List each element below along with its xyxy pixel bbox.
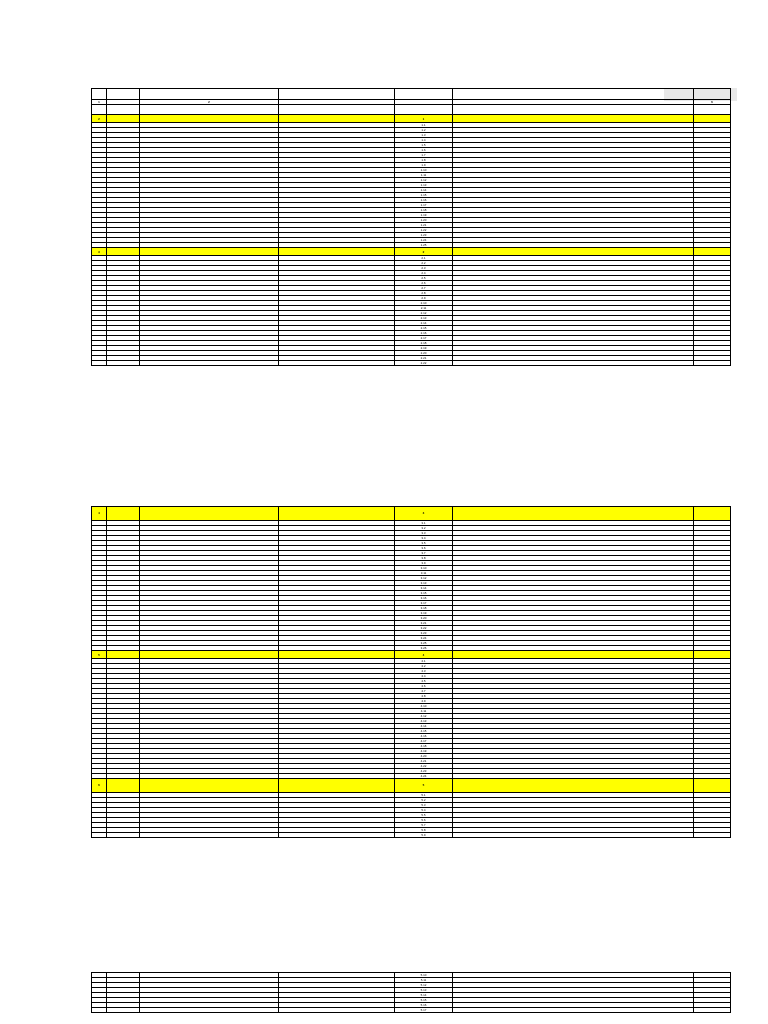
section-satuan xyxy=(694,651,731,659)
row-kode: 3.5 xyxy=(395,541,453,546)
section-standar xyxy=(140,115,279,123)
row-kode: 4.24 xyxy=(395,774,453,779)
section-komponen xyxy=(279,507,395,521)
row-kode: 4.13 xyxy=(395,719,453,724)
row-kode: 2.8 xyxy=(395,291,453,296)
row-kode: 4.17 xyxy=(395,739,453,744)
row-kode: 2.10 xyxy=(395,301,453,306)
row-kode: 5.6 xyxy=(395,818,453,823)
row-sub-kegiatan xyxy=(453,833,694,838)
row-kode: 3.6 xyxy=(395,546,453,551)
section-sub-kegiatan xyxy=(453,248,694,256)
row-kode: 3.15 xyxy=(395,591,453,596)
row-kode: 2.6 xyxy=(395,281,453,286)
row-kode: 3.24 xyxy=(395,636,453,641)
row-kode: 5.15 xyxy=(395,998,453,1003)
header-sumber-dana xyxy=(107,89,140,100)
row-kode: 3.20 xyxy=(395,616,453,621)
row-kode: 5.4 xyxy=(395,808,453,813)
row-kode: 4.7 xyxy=(395,689,453,694)
row-komponen xyxy=(279,361,395,366)
section-komponen xyxy=(279,115,395,123)
row-kode: 4.9 xyxy=(395,699,453,704)
row-kode: 1.1 xyxy=(395,123,453,128)
row-standar xyxy=(140,361,279,366)
row-kode: 1.25 xyxy=(395,243,453,248)
row-kode: 5.7 xyxy=(395,823,453,828)
row-satuan xyxy=(694,1008,731,1013)
row-kode: 3.13 xyxy=(395,581,453,586)
row-kode: 4.3 xyxy=(395,669,453,674)
row-kode: 1.8 xyxy=(395,158,453,163)
column-number: 6 xyxy=(694,100,731,105)
table-row xyxy=(92,361,731,366)
row-kode: 1.3 xyxy=(395,133,453,138)
budget-source-cell xyxy=(140,105,279,115)
row-kode: 4.10 xyxy=(395,704,453,709)
row-kode: 4.14 xyxy=(395,724,453,729)
row-kode: 3.22 xyxy=(395,626,453,631)
budget-source-cell xyxy=(107,105,140,115)
section-kode: 4 xyxy=(395,651,453,659)
budget-source-row xyxy=(92,105,731,115)
row-kode: 3.25 xyxy=(395,641,453,646)
row-kode: 2.21 xyxy=(395,356,453,361)
section-no: 3 xyxy=(92,248,107,256)
section-no: 6 xyxy=(92,779,107,793)
row-sub-kegiatan xyxy=(453,361,694,366)
rkam-table-page2 xyxy=(91,506,731,838)
column-number: 2 xyxy=(140,100,279,105)
row-sub-kegiatan xyxy=(453,1008,694,1013)
row-kode: 2.15 xyxy=(395,326,453,331)
row-kode: 4.1 xyxy=(395,659,453,664)
row-kode: 1.17 xyxy=(395,203,453,208)
section-komponen xyxy=(279,779,395,793)
row-kode: 1.5 xyxy=(395,143,453,148)
section-satuan xyxy=(694,115,731,123)
row-kode: 2.2 xyxy=(395,261,453,266)
section-standar xyxy=(140,248,279,256)
section-standar xyxy=(140,779,279,793)
table-row xyxy=(92,833,731,838)
row-no xyxy=(92,833,107,838)
row-kode: 1.2 xyxy=(395,128,453,133)
row-kode: 5.17 xyxy=(395,1008,453,1013)
row-kode: 4.23 xyxy=(395,769,453,774)
rkam-table-page1 xyxy=(91,88,731,366)
row-kode: 4.19 xyxy=(395,749,453,754)
row-kode: 4.6 xyxy=(395,684,453,689)
row-kode: 2.5 xyxy=(395,276,453,281)
section-no: 5 xyxy=(92,651,107,659)
section-satuan xyxy=(694,779,731,793)
row-kode: 4.20 xyxy=(395,754,453,759)
section-sub-kegiatan xyxy=(453,779,694,793)
row-kode: 3.16 xyxy=(395,596,453,601)
row-kode: 1.10 xyxy=(395,168,453,173)
row-kode: 3.11 xyxy=(395,571,453,576)
row-kode: 2.3 xyxy=(395,266,453,271)
row-kode: 1.19 xyxy=(395,213,453,218)
row-komponen xyxy=(279,833,395,838)
row-kode: 4.11 xyxy=(395,709,453,714)
row-kode: 3.17 xyxy=(395,601,453,606)
rkam-table-page3 xyxy=(91,972,731,1013)
row-kode: 1.16 xyxy=(395,198,453,203)
row-standar xyxy=(140,833,279,838)
row-kode: 5.13 xyxy=(395,988,453,993)
row-sumber xyxy=(107,833,140,838)
row-kode: 3.3 xyxy=(395,531,453,536)
section-sub-kegiatan xyxy=(453,115,694,123)
section-sumber xyxy=(107,115,140,123)
row-kode: 4.16 xyxy=(395,734,453,739)
row-kode: 3.14 xyxy=(395,586,453,591)
section-header-row xyxy=(92,779,731,793)
budget-source-cell xyxy=(395,105,453,115)
row-sumber xyxy=(107,1008,140,1013)
row-kode: 5.12 xyxy=(395,983,453,988)
row-kode: 1.4 xyxy=(395,138,453,143)
row-satuan xyxy=(694,833,731,838)
section-header-row xyxy=(92,248,731,256)
row-kode: 3.7 xyxy=(395,551,453,556)
row-no xyxy=(92,1008,107,1013)
row-kode: 5.5 xyxy=(395,813,453,818)
row-kode: 1.24 xyxy=(395,238,453,243)
section-komponen xyxy=(279,651,395,659)
budget-source-cell xyxy=(694,105,731,115)
row-kode: 4.21 xyxy=(395,759,453,764)
row-kode: 3.9 xyxy=(395,561,453,566)
table-header-row xyxy=(92,89,731,100)
row-kode: 3.2 xyxy=(395,526,453,531)
row-kode: 5.10 xyxy=(395,973,453,978)
section-header-row xyxy=(92,651,731,659)
row-kode: 4.12 xyxy=(395,714,453,719)
row-kode: 1.11 xyxy=(395,173,453,178)
header-standar-nasional xyxy=(140,89,279,100)
section-sumber xyxy=(107,507,140,521)
row-kode: 2.22 xyxy=(395,361,453,366)
row-kode: 5.11 xyxy=(395,978,453,983)
row-kode: 1.12 xyxy=(395,178,453,183)
header-sub-kegiatan xyxy=(453,89,694,100)
header-satuan xyxy=(694,89,731,100)
row-kode: 2.12 xyxy=(395,311,453,316)
table-row xyxy=(92,1008,731,1013)
row-kode: 1.6 xyxy=(395,148,453,153)
row-kode: 2.4 xyxy=(395,271,453,276)
row-kode: 2.14 xyxy=(395,321,453,326)
column-number: 1 xyxy=(92,100,107,105)
section-sumber xyxy=(107,651,140,659)
row-kode: 3.10 xyxy=(395,566,453,571)
row-satuan xyxy=(694,361,731,366)
budget-source-cell xyxy=(92,105,107,115)
row-kode: 3.26 xyxy=(395,646,453,651)
section-no: 2 xyxy=(92,115,107,123)
row-kode: 1.14 xyxy=(395,188,453,193)
row-kode: 2.9 xyxy=(395,296,453,301)
section-standar xyxy=(140,651,279,659)
row-kode: 2.16 xyxy=(395,331,453,336)
row-kode: 1.9 xyxy=(395,163,453,168)
row-kode: 1.21 xyxy=(395,223,453,228)
section-sub-kegiatan xyxy=(453,651,694,659)
row-kode: 5.1 xyxy=(395,793,453,798)
section-komponen xyxy=(279,248,395,256)
section-kode: 3 xyxy=(395,507,453,521)
row-kode: 3.12 xyxy=(395,576,453,581)
row-kode: 5.9 xyxy=(395,833,453,838)
row-kode: 1.15 xyxy=(395,193,453,198)
header-no-kode xyxy=(395,89,453,100)
row-kode: 3.19 xyxy=(395,611,453,616)
section-header-row xyxy=(92,115,731,123)
row-kode: 1.22 xyxy=(395,228,453,233)
section-sumber xyxy=(107,248,140,256)
budget-source-cell xyxy=(453,105,694,115)
row-kode: 1.20 xyxy=(395,218,453,223)
row-kode: 1.23 xyxy=(395,233,453,238)
row-kode: 5.16 xyxy=(395,1003,453,1008)
section-satuan xyxy=(694,248,731,256)
row-kode: 4.5 xyxy=(395,679,453,684)
row-kode: 4.18 xyxy=(395,744,453,749)
row-komponen xyxy=(279,1008,395,1013)
row-kode: 2.11 xyxy=(395,306,453,311)
header-no-urut xyxy=(92,89,107,100)
row-kode: 3.18 xyxy=(395,606,453,611)
row-kode: 1.7 xyxy=(395,153,453,158)
row-kode: 3.1 xyxy=(395,521,453,526)
row-kode: 5.8 xyxy=(395,828,453,833)
row-kode: 5.3 xyxy=(395,803,453,808)
row-kode: 2.13 xyxy=(395,316,453,321)
row-kode: 2.19 xyxy=(395,346,453,351)
row-kode: 2.18 xyxy=(395,341,453,346)
section-sub-kegiatan xyxy=(453,507,694,521)
section-kode: 2 xyxy=(395,248,453,256)
section-kode: 5 xyxy=(395,779,453,793)
row-kode: 1.18 xyxy=(395,208,453,213)
section-header-row xyxy=(92,507,731,521)
row-kode: 4.4 xyxy=(395,674,453,679)
row-sumber xyxy=(107,361,140,366)
section-standar xyxy=(140,507,279,521)
row-kode: 2.17 xyxy=(395,336,453,341)
section-no: 4 xyxy=(92,507,107,521)
row-kode: 2.20 xyxy=(395,351,453,356)
row-kode: 3.21 xyxy=(395,621,453,626)
row-kode: 3.23 xyxy=(395,631,453,636)
row-kode: 4.15 xyxy=(395,729,453,734)
row-kode: 5.2 xyxy=(395,798,453,803)
header-komponen-bos xyxy=(279,89,395,100)
budget-source-cell xyxy=(279,105,395,115)
section-sumber xyxy=(107,779,140,793)
row-kode: 1.13 xyxy=(395,183,453,188)
row-kode: 4.8 xyxy=(395,694,453,699)
row-kode: 3.4 xyxy=(395,536,453,541)
row-kode: 2.7 xyxy=(395,286,453,291)
row-standar xyxy=(140,1008,279,1013)
row-kode: 2.1 xyxy=(395,256,453,261)
row-no xyxy=(92,361,107,366)
section-satuan xyxy=(694,507,731,521)
row-kode: 5.14 xyxy=(395,993,453,998)
section-kode: 1 xyxy=(395,115,453,123)
row-kode: 3.8 xyxy=(395,556,453,561)
row-kode: 4.22 xyxy=(395,764,453,769)
row-kode: 4.2 xyxy=(395,664,453,669)
